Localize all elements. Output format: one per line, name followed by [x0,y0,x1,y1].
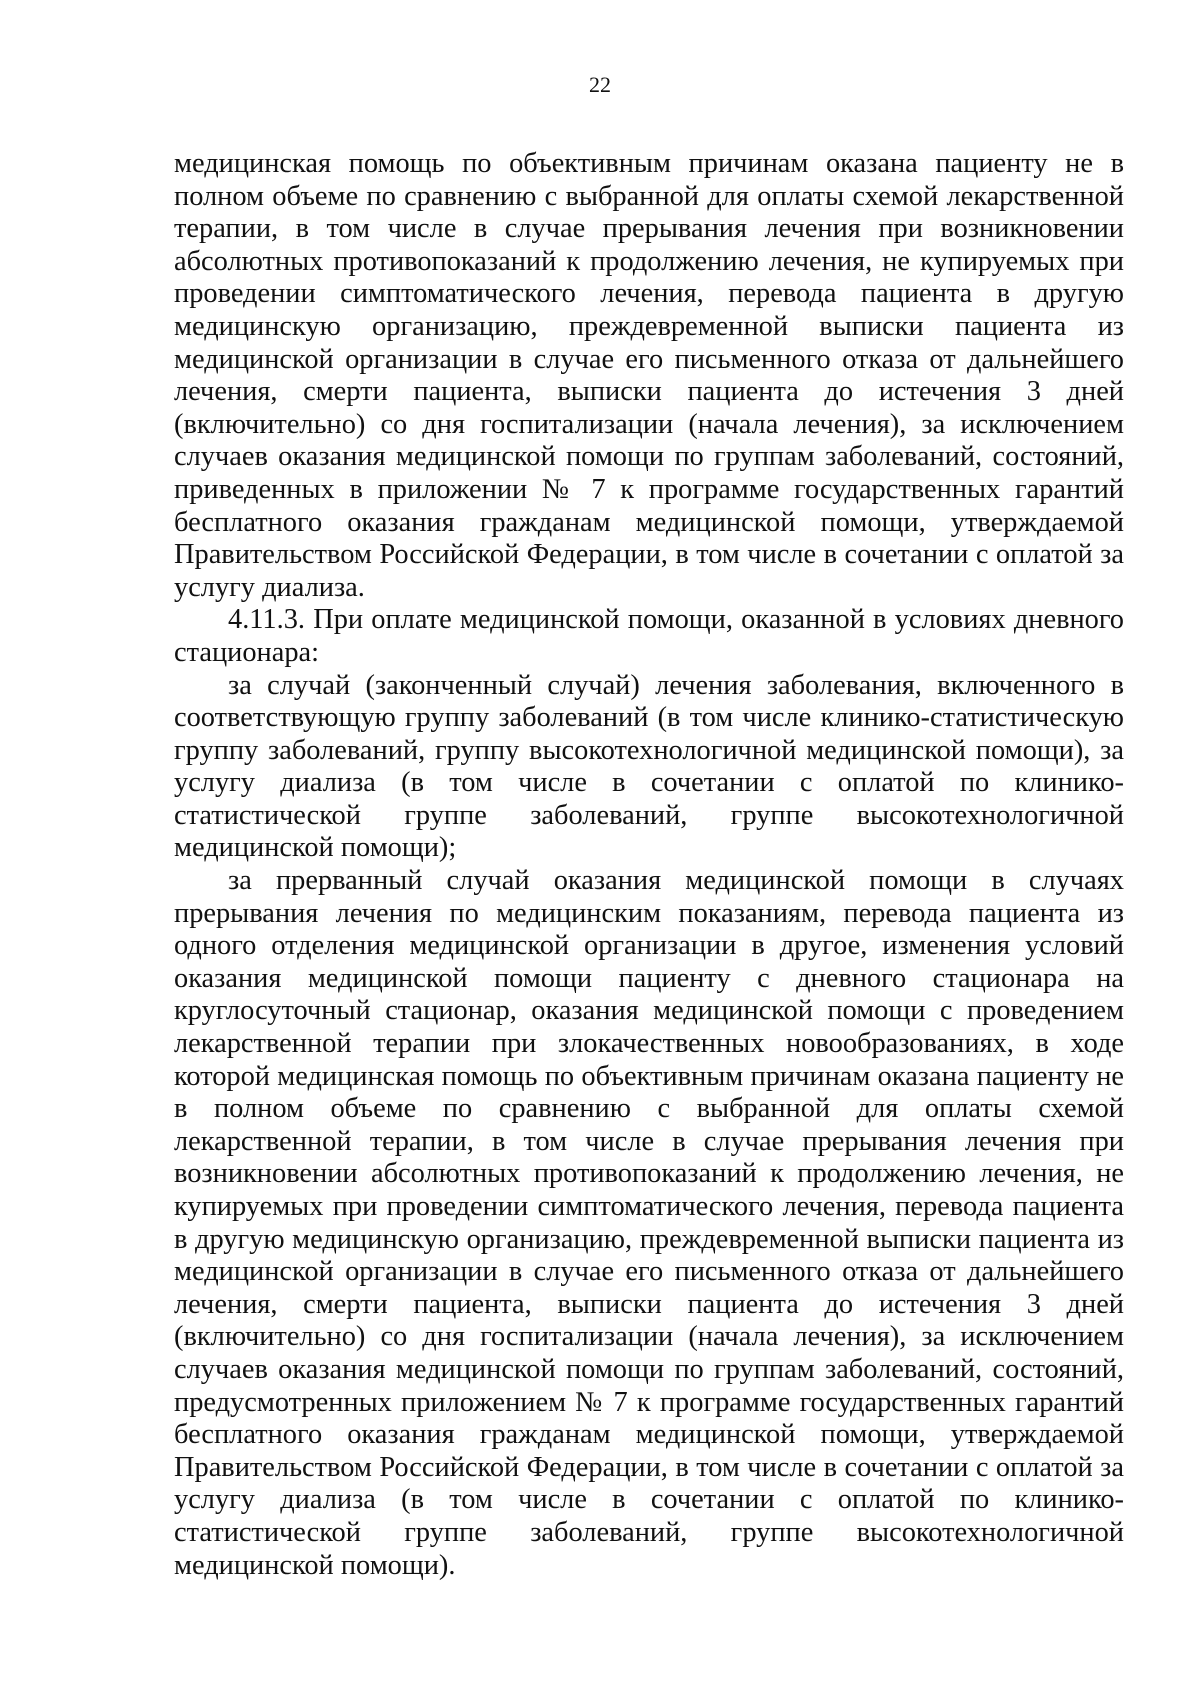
paragraph-interrupted-case: за прерванный случай оказания медицинской помощи в случаях прерывания лечения по медицинским показаниям, перевода пациента из одного отделения медицинской организации в другое, изменения условий оказания медицинской помощи пациенту с дневного стационара на круглосуточный стационар, оказания медицинской помощи с проведением лекарственной терапии при злокачественных новообразованиях, в ходе которой медицинская помощь по объективным причинам оказана пациенту не в полном объеме по сравнению с выбранной для оплаты схемой лекарственной терапии, в том числе в случае прерывания лечения при возникновении абсолютных противопоказаний к продолжению лечения, не купируемых при проведении симптоматического лечения, перевода пациента в другую медицинскую организацию, преждевременной выписки пациента из медицинской организации в случае его письменного отказа от дальнейшего лечения, смерти пациента, выписки пациента до истечения 3 дней (включительно) со дня госпитализации (начала лечения), за исключением случаев оказания медицинской помощи по группам заболеваний, состояний, предусмотренных приложением № 7 к программе государственных гарантий бесплатного оказания гражданам медицинской помощи, утверждаемой Правительством Российской Федерации, в том числе в сочетании с оплатой за услугу диализа (в том числе в сочетании с оплатой по клинико-статистической группе заболеваний, группе высокотехнологичной медицинской помощи). [174,865,1124,1581]
paragraph-completed-case: за случай (законченный случай) лечения заболевания, включенного в соответствующую группу заболеваний (в том числе клинико-статистическую группу заболеваний, группу высокотехнологичной медицинской помощи), за услугу диализа (в том числе в сочетании с оплатой по клинико-статистической группе заболеваний, группе высокотехнологичной медицинской помощи); [174,669,1124,864]
page-number: 22 [589,72,611,97]
document-body [174,148,1124,1582]
paragraph-continuation: медицинская помощь по объективным причинам оказана пациенту не в полном объеме по сравнению с выбранной для оплаты схемой лекарственной терапии, в том числе в случае прерывания лечения при возникновении абсолютных противопоказаний к продолжению лечения, не купируемых при проведении симптоматического лечения, перевода пациента в другую медицинскую организацию, преждевременной выписки пациента из медицинской организации в случае его письменного отказа от дальнейшего лечения, смерти пациента, выписки пациента до истечения 3 дней (включительно) со дня госпитализации (начала лечения), за исключением случаев оказания медицинской помощи по группам заболеваний, состояний, приведенных в приложении № 7 к программе государственных гарантий бесплатного оказания гражданам медицинской помощи, утверждаемой Правительством Российской Федерации, в том числе в сочетании с оплатой за услугу диализа. [174,148,1124,603]
paragraph-section-4-11-3: 4.11.3. При оплате медицинской помощи, оказанной в условиях дневного стационара: [174,604,1124,668]
